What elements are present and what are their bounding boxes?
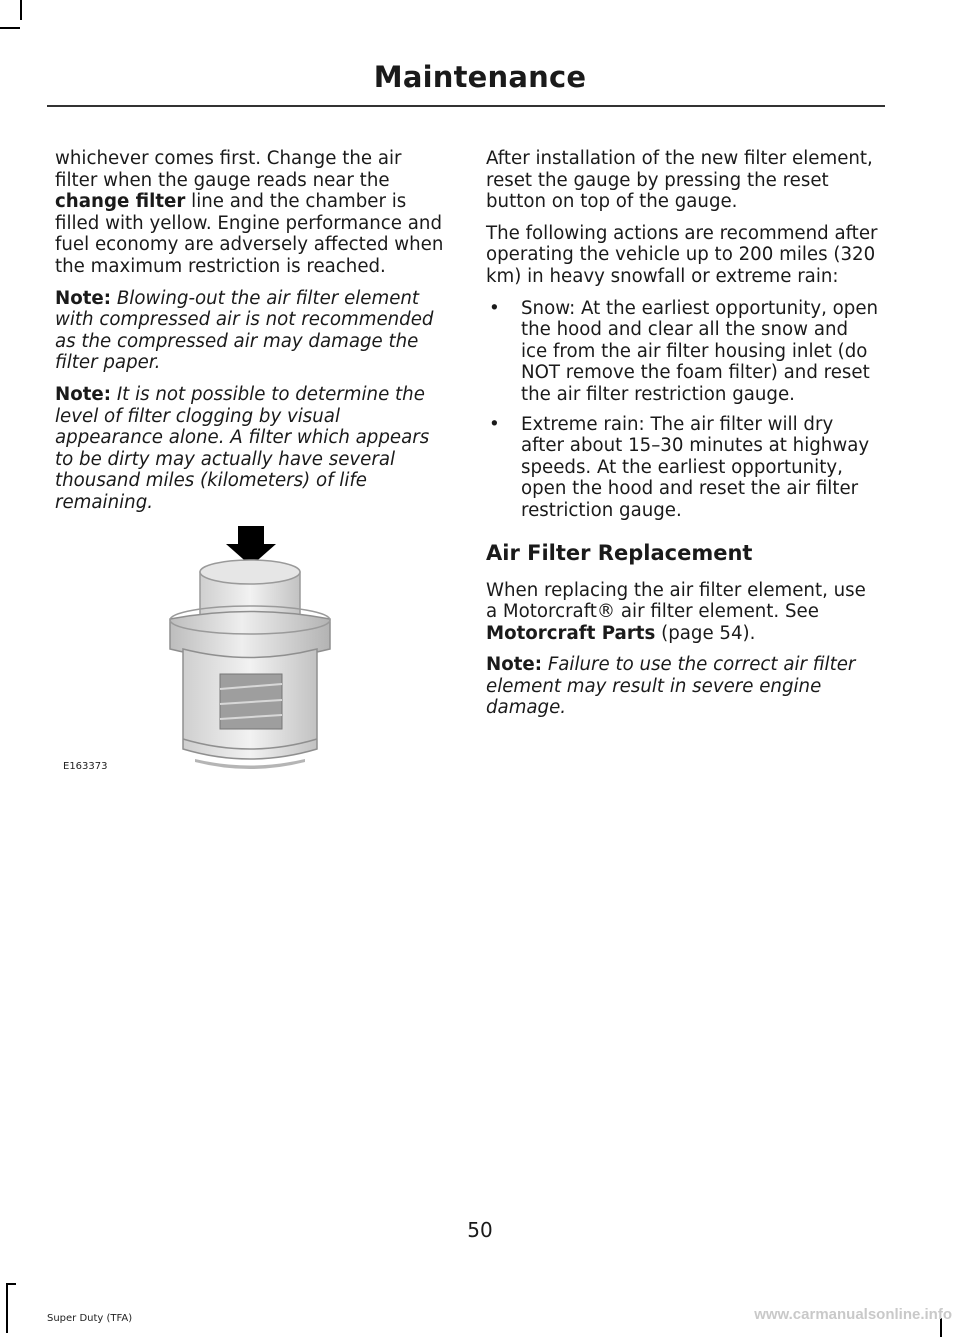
page-number: 50 (467, 1218, 493, 1242)
list-item: • Snow: At the earliest opportunity, open the hood and clear all the snow and ice from the air filter housing inlet (do NOT remove the foam filter) and reset the air filter restriction gauge. (486, 298, 880, 406)
page-title: Maintenance (373, 60, 587, 94)
crop-mark-bottom-left (6, 1283, 8, 1333)
actions-list (486, 298, 880, 522)
note-compressed-air: Note: Blowing-out the air filter element with compressed air is not recommended as the compressed air may damage the filter paper. (55, 287, 434, 374)
motorcraft-parts-link[interactable]: Motorcraft Parts (486, 622, 656, 644)
note-correct-filter: Note: Failure to use the correct air filter element may result in severe engine damage. (486, 654, 856, 719)
right-column (486, 148, 880, 729)
watermark: www.carmanualsonline.info (754, 1306, 952, 1323)
section-heading-air-filter-replacement: Air Filter Replacement (486, 540, 753, 565)
list-item: • Extreme rain: The air filter will dry after about 15–30 minutes at highway speeds. At the earliest opportunity, open the hood and reset the air filter restriction gauge. (486, 414, 880, 522)
paragraph-change-filter: whichever comes first. Change the air filter when the gauge reads near the change filter line and the chamber is filled with yellow. Engine performance and fuel economy are adversely affected when the maximum restriction is reached. (55, 148, 444, 277)
note-visual-appearance: Note: It is not possible to determine the level of filter clogging by visual appearance alone. A filter which appears to be dirty may actually have several thousand miles (kilometers) of life remaining. (55, 383, 430, 513)
paragraph-reset-gauge: After installation of the new filter element, reset the gauge by pressing the reset button on top of the gauge. (486, 148, 873, 213)
header-divider (47, 105, 885, 107)
crop-mark-top-left (0, 27, 20, 29)
left-column (55, 148, 449, 774)
change-filter-term: change filter (55, 191, 186, 213)
figure-code: E163373 (63, 760, 108, 772)
paragraph-motorcraft: When replacing the air filter element, use a Motorcraft® air filter element. See Motorcraft Parts (page 54). (486, 579, 866, 644)
filter-gauge-illustration (55, 524, 449, 774)
paragraph-recommended-actions: The following actions are recommend after operating the vehicle up to 200 miles (320 km) in heavy snowfall or extreme rain: (486, 222, 878, 287)
figure-filter-gauge (55, 524, 449, 774)
footer-model: Super Duty (TFA) (47, 1313, 133, 1324)
crop-mark-bottom-left-h (6, 1283, 16, 1285)
crop-mark-top-left-v (20, 0, 22, 20)
